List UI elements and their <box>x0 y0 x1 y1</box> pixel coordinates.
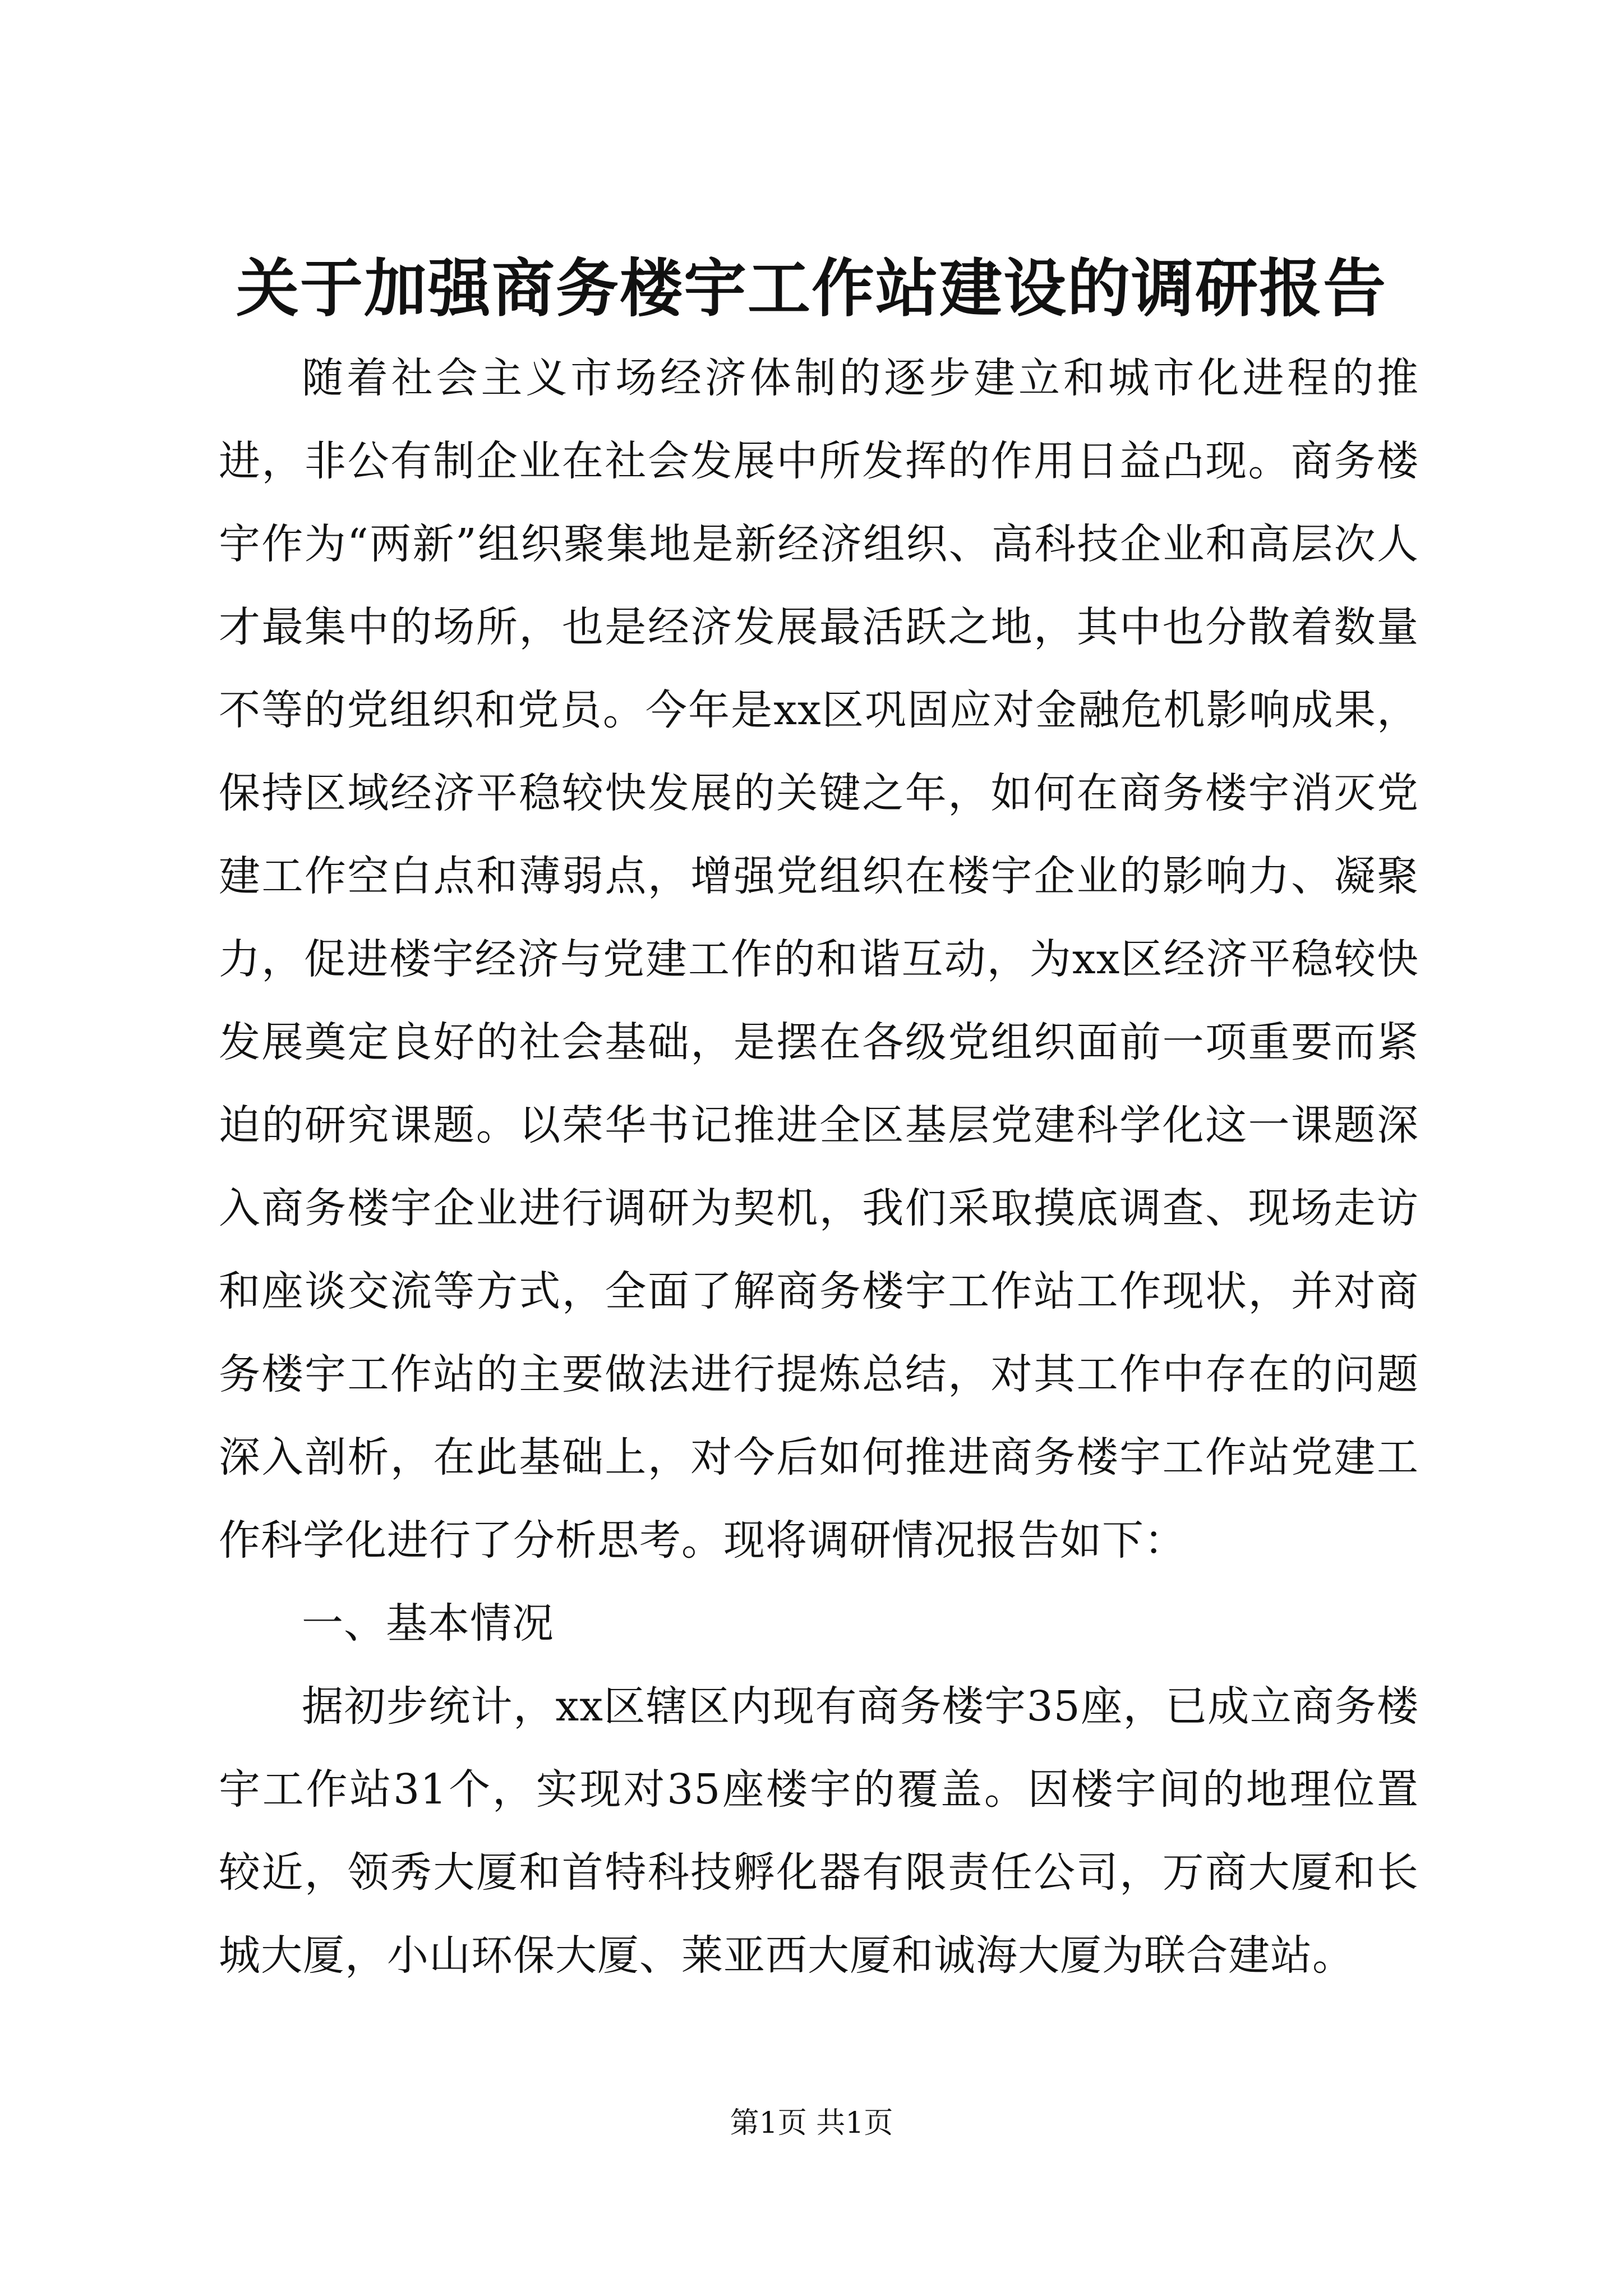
page-footer: 第1页 共1页 <box>730 2106 893 2140</box>
document-body <box>219 337 1419 1997</box>
section-heading: 一、基本情况 <box>302 1599 554 1648</box>
section-paragraph: 据初步统计，xx区辖区内现有商务楼宇35座，已成立商务楼宇工作站31个，实现对35座楼宇的覆盖。因楼宇间的地理位置较近，领秀大厦和首特科技孵化器有限责任公司，万商大厦和长城大厦，小山环保大厦、莱亚西大厦和诚海大厦为联合建站。 <box>219 1682 1419 1980</box>
document-title: 关于加强商务楼宇工作站建设的调研报告 <box>236 252 1387 325</box>
intro-paragraph: 随着社会主义市场经济体制的逐步建立和城市化进程的推进，非公有制企业在社会发展中所发挥的作用日益凸现。商务楼宇作为“两新”组织聚集地是新经济组织、高科技企业和高层次人才最集中的场所，也是经济发展最活跃之地，其中也分散着数量不等的党组织和党员。今年是xx区巩固应对金融危机影响成果，保持区域经济平稳较快发展的关键之年，如何在商务楼宇消灭党建工作空白点和薄弱点，增强党组织在楼宇企业的影响力、凝聚力，促进楼宇经济与党建工作的和谐互动，为xx区经济平稳较快发展奠定良好的社会基础，是摆在各级党组织面前一项重要而紧迫的研究课题。以荣华书记推进全区基层党建科学化这一课题深入商务楼宇企业进行调研为契机，我们采取摸底调查、现场走访和座谈交流等方式，全面了解商务楼宇工作站工作现状，并对商务楼宇工作站的主要做法进行提炼总结，对其工作中存在的问题深入剖析，在此基础上，对今后如何推进商务楼宇工作站党建工作科学化进行了分析思考。现将调研情况报告如下： <box>219 354 1419 1565</box>
